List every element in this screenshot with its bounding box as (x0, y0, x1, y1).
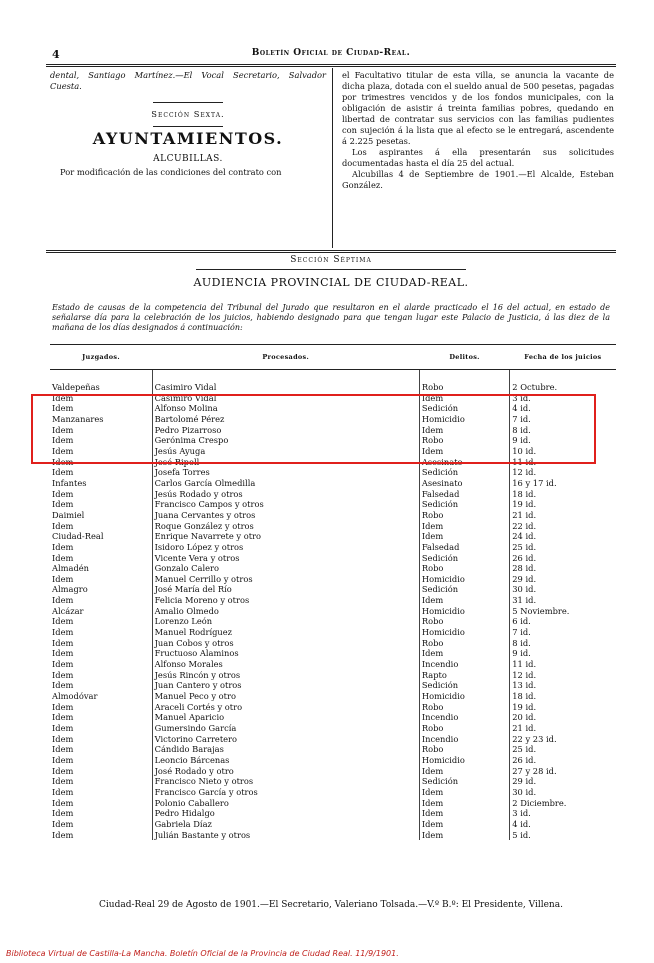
procesado-cell: Juan Cobos y otros (152, 638, 419, 649)
delito-cell: Incendio (419, 712, 509, 723)
table-row (50, 670, 616, 681)
page-header (46, 48, 616, 62)
fecha-cell: 13 id. (512, 680, 537, 691)
table-row (50, 744, 616, 755)
procesado-cell: Vicente Vera y otros (152, 553, 419, 564)
table-row (50, 467, 616, 478)
juzgado-cell: Idem (50, 638, 152, 649)
divider (153, 102, 223, 103)
fecha-cell: 11 id. (512, 456, 537, 467)
juzgado-cell: Valdepeñas (50, 382, 152, 393)
fecha-cell: 25 id. (512, 541, 537, 552)
column-header: Juzgados. (50, 345, 152, 370)
procesado-cell: Manuel Cerrillo y otros (152, 574, 419, 585)
procesado-cell: Gerónima Crespo (152, 435, 419, 446)
table-row (50, 382, 616, 393)
table-row (50, 680, 616, 691)
procesado-cell: Bartolomé Pérez (152, 414, 419, 425)
procesado-cell: Carlos García Olmedilla (152, 478, 419, 489)
juzgado-cell: Idem (50, 616, 152, 627)
juzgado-cell: Idem (50, 425, 152, 436)
table-row (50, 574, 616, 585)
left-column (50, 70, 326, 178)
delito-cell: Sedición (419, 680, 509, 691)
table-row (50, 830, 616, 841)
delito-cell: Homicidio (419, 574, 509, 585)
column-header: Procesados. (152, 345, 419, 370)
highlight-box (31, 394, 596, 464)
continuation-text: dental, Santiago Martínez.—El Vocal Secretario, Salvador Cuesta. (50, 70, 326, 91)
delito-cell: Homicidio (419, 627, 509, 638)
procesado-cell: Francisco García y otros (152, 787, 419, 798)
delito-cell: Idem (419, 595, 509, 606)
fecha-cell: 10 id. (512, 445, 537, 456)
table-row (50, 648, 616, 659)
table-row (50, 478, 616, 489)
procesado-cell: Roque González y otros (152, 521, 419, 532)
procesado-cell: Enrique Navarrete y otro (152, 531, 419, 542)
fecha-cell: 5 id. (512, 829, 531, 840)
delito-cell: Robo (419, 435, 509, 446)
fecha-cell: 9 id. (512, 435, 531, 446)
delito-cell: Sedición (419, 499, 509, 510)
intro-text: Estado de causas de la competencia del Tribunal del Jurado que resultaron en el alarde practicado el 16 del actual, en estado de señalarse día para la celebración de los juicios, habiendo designado para que tengan lugar este Palacio de Justicia, á las diez de la mañana de los días designados á continuación: (52, 303, 610, 332)
table-row (50, 638, 616, 649)
section-label: Sección Séptima (290, 255, 372, 265)
delito-cell: Sedición (419, 776, 509, 787)
procesado-cell: José Rodado y otro (152, 766, 419, 777)
procesado-cell: Gumersindo García (152, 723, 419, 734)
fecha-cell: 8 id. (512, 424, 531, 435)
delito-cell: Incendio (419, 734, 509, 745)
delito-cell: Rapto (419, 670, 509, 681)
announcement-text: Por modificación de las condiciones del contrato con (60, 167, 282, 177)
procesado-cell: Polonio Caballero (152, 798, 419, 809)
procesado-cell: Pedro Hidalgo (152, 808, 419, 819)
column-header: Delitos. (419, 345, 509, 370)
delito-cell: Falsedad (419, 489, 509, 500)
delito-cell: Robo (419, 638, 509, 649)
fecha-cell: 12 id. (512, 467, 537, 478)
fecha-cell: 30 id. (512, 584, 537, 595)
table-row (50, 606, 616, 617)
fecha-cell: 22 id. (512, 520, 537, 531)
procesado-cell: Jesús Ayuga (152, 446, 419, 457)
procesado-cell: José Ripoll (152, 457, 419, 468)
juzgado-cell: Idem (50, 457, 152, 468)
table-row (50, 798, 616, 809)
delito-cell: Sedición (419, 584, 509, 595)
juzgado-cell: Infantes (50, 478, 152, 489)
fecha-cell: 27 y 28 id. (512, 765, 557, 776)
procesado-cell: Manuel Rodríguez (152, 627, 419, 638)
procesado-cell: Victorino Carretero (152, 734, 419, 745)
fecha-cell: 22 y 23 id. (512, 733, 557, 744)
table-row (50, 808, 616, 819)
publication-title: Boletín Oficial de Ciudad-Real. (251, 48, 411, 58)
procesado-cell: Francisco Campos y otros (152, 499, 419, 510)
town-heading: ALCUBILLAS. (153, 154, 223, 164)
table-row (50, 787, 616, 798)
juzgado-cell: Idem (50, 798, 152, 809)
delito-cell: Idem (419, 446, 509, 457)
fecha-cell: 5 Noviembre. (512, 605, 570, 616)
table-row (50, 819, 616, 830)
fecha-cell: 7 id. (512, 413, 531, 424)
procesado-cell: Lorenzo León (152, 616, 419, 627)
juzgado-cell: Daimiel (50, 510, 152, 521)
procesado-cell: Casimiro Vidal (152, 393, 419, 404)
fecha-cell: 28 id. (512, 563, 537, 574)
juzgado-cell: Idem (50, 734, 152, 745)
procesado-cell: Juana Cervantes y otros (152, 510, 419, 521)
column-header: Fecha de los juicios (510, 345, 616, 370)
fecha-cell: 18 id. (512, 691, 537, 702)
table-row (50, 712, 616, 723)
procesado-cell: Manuel Peco y otro (152, 691, 419, 702)
fecha-cell: 2 Octubre. (512, 382, 558, 392)
juzgado-cell: Idem (50, 595, 152, 606)
juzgado-cell: Idem (50, 521, 152, 532)
delito-cell: Homicidio (419, 414, 509, 425)
juzgado-cell: Idem (50, 467, 152, 478)
juzgado-cell: Idem (50, 435, 152, 446)
delito-cell: Robo (419, 702, 509, 713)
table-row (50, 531, 616, 542)
section-rule (46, 250, 616, 253)
table-row (50, 776, 616, 787)
fecha-cell: 4 id. (512, 403, 531, 414)
juzgado-cell: Idem (50, 766, 152, 777)
announcement-signature: Alcubillas 4 de Septiembre de 1901.—El Alcalde, Esteban González. (342, 169, 614, 190)
delito-cell: Asesinato (419, 478, 509, 489)
delito-cell: Sedición (419, 467, 509, 478)
juzgado-cell: Almodóvar (50, 691, 152, 702)
juzgado-cell: Idem (50, 670, 152, 681)
procesado-cell: Jesús Rincón y otros (152, 670, 419, 681)
juzgado-cell: Idem (50, 553, 152, 564)
juzgado-cell: Idem (50, 393, 152, 404)
fecha-cell: 4 id. (512, 818, 531, 829)
juzgado-cell: Idem (50, 712, 152, 723)
juzgado-cell: Idem (50, 819, 152, 830)
juzgado-cell: Idem (50, 702, 152, 713)
table-row (50, 659, 616, 670)
juzgado-cell: Almagro (50, 584, 152, 595)
fecha-cell: 29 id. (512, 573, 537, 584)
juzgado-cell: Idem (50, 659, 152, 670)
fecha-cell: 26 id. (512, 552, 537, 563)
juzgado-cell: Idem (50, 808, 152, 819)
juzgado-cell: Almadén (50, 563, 152, 574)
procesado-cell: Gabriela Díaz (152, 819, 419, 830)
procesado-cell: Juan Cantero y otros (152, 680, 419, 691)
table-row (50, 723, 616, 734)
delito-cell: Robo (419, 510, 509, 521)
header-rule (46, 64, 616, 67)
delito-cell: Robo (419, 382, 509, 393)
table-row (50, 489, 616, 500)
procesado-cell: Alfonso Morales (152, 659, 419, 670)
procesado-cell: Casimiro Vidal (152, 382, 419, 393)
fecha-cell: 6 id. (512, 616, 531, 627)
fecha-cell: 19 id. (512, 701, 537, 712)
column-divider (332, 68, 333, 248)
fecha-cell: 21 id. (512, 509, 537, 520)
fecha-cell: 19 id. (512, 499, 537, 510)
delito-cell: Sedición (419, 403, 509, 414)
delito-cell: Falsedad (419, 542, 509, 553)
procesado-cell: Isidoro López y otros (152, 542, 419, 553)
fecha-cell: 20 id. (512, 712, 537, 723)
fecha-cell: 21 id. (512, 723, 537, 733)
announcement-text: Los aspirantes á ella presentarán sus solicitudes documentadas hasta el día 25 del actual. (342, 147, 614, 168)
juzgado-cell: Idem (50, 574, 152, 585)
delito-cell: Robo (419, 616, 509, 627)
audiencia-heading: AUDIENCIA PROVINCIAL DE CIUDAD-REAL. (193, 276, 469, 289)
fecha-cell: 18 id. (512, 488, 537, 499)
procesado-cell: José María del Río (152, 584, 419, 595)
procesado-cell: Jesús Rodado y otros (152, 489, 419, 500)
juzgado-cell: Idem (50, 648, 152, 659)
procesado-cell: Manuel Aparicio (152, 712, 419, 723)
fecha-cell: 16 y 17 id. (512, 477, 557, 488)
juzgado-cell: Ciudad-Real (50, 531, 152, 542)
delito-cell: Homicidio (419, 691, 509, 702)
procesado-cell: Cándido Barajas (152, 744, 419, 755)
delito-cell: Idem (419, 808, 509, 819)
juzgado-cell: Idem (50, 403, 152, 414)
fecha-cell: 3 id. (512, 808, 531, 819)
fecha-cell: 9 id. (512, 648, 531, 659)
delito-cell: Idem (419, 787, 509, 798)
divider (153, 126, 223, 127)
table-row (50, 755, 616, 766)
table-row (50, 521, 616, 532)
fecha-cell: 25 id. (512, 744, 537, 755)
juzgado-cell: Idem (50, 744, 152, 755)
procesado-cell: Leoncio Bárcenas (152, 755, 419, 766)
delito-cell: Robo (419, 563, 509, 574)
delito-cell: Idem (419, 766, 509, 777)
delito-cell: Sedición (419, 553, 509, 564)
fecha-cell: 29 id. (512, 776, 537, 787)
juzgado-cell: Idem (50, 542, 152, 553)
announcement-text: el Facultativo titular de esta villa, se anuncia la vacante de dicha plaza, dotada con el sueldo anual de 500 pesetas, pagadas por trimestres vencidos y de los fondos municipales, con la obligación de asistir á treinta familias pobres, quedando en libertad de contratar sus servicios con las familias pudientes con sujeción á la lista que al efecto se le entregará, ascendente á 2.225 pesetas. (342, 70, 614, 146)
juzgado-cell: Idem (50, 830, 152, 841)
delito-cell: Idem (419, 393, 509, 404)
delito-cell: Asesinato (419, 457, 509, 468)
fecha-cell: 3 id. (512, 392, 531, 403)
page-number: 4 (52, 48, 60, 61)
delito-cell: Homicidio (419, 606, 509, 617)
table-spacer (50, 370, 616, 383)
section-label: Sección Sexta. (151, 109, 225, 119)
fecha-cell: 12 id. (512, 669, 537, 680)
right-column (342, 70, 614, 191)
table-row (50, 616, 616, 627)
fecha-cell: 7 id. (512, 627, 531, 638)
table-row (50, 499, 616, 510)
fecha-cell: 2 Diciembre. (512, 797, 567, 808)
juzgado-cell: Idem (50, 680, 152, 691)
table-row (50, 595, 616, 606)
table-row (50, 691, 616, 702)
juzgado-cell: Idem (50, 499, 152, 510)
procesado-cell: Alfonso Molina (152, 403, 419, 414)
delito-cell: Homicidio (419, 755, 509, 766)
procesado-cell: Fructuoso Alaminos (152, 648, 419, 659)
juzgado-cell: Manzanares (50, 414, 152, 425)
juzgado-cell: Idem (50, 627, 152, 638)
juzgado-cell: Idem (50, 489, 152, 500)
fecha-cell: 11 id. (512, 659, 537, 670)
juzgado-cell: Alcázar (50, 606, 152, 617)
section-heading: AYUNTAMIENTOS. (92, 129, 284, 148)
procesado-cell: Josefa Torres (152, 467, 419, 478)
delito-cell: Idem (419, 819, 509, 830)
table-row (50, 510, 616, 521)
delito-cell: Robo (419, 723, 509, 734)
delito-cell: Idem (419, 798, 509, 809)
fecha-cell: 30 id. (512, 786, 537, 797)
juzgado-cell: Idem (50, 787, 152, 798)
delito-cell: Idem (419, 521, 509, 532)
table-row (50, 553, 616, 564)
juzgado-cell: Idem (50, 755, 152, 766)
delito-cell: Robo (419, 744, 509, 755)
procesado-cell: Francisco Nieto y otros (152, 776, 419, 787)
delito-cell: Idem (419, 648, 509, 659)
table-row (50, 734, 616, 745)
fecha-cell: 31 id. (512, 595, 537, 606)
fecha-cell: 24 id. (512, 531, 537, 542)
juzgado-cell: Idem (50, 776, 152, 787)
table-row (50, 584, 616, 595)
delito-cell: Idem (419, 830, 509, 841)
divider (196, 269, 466, 270)
fecha-cell: 8 id. (512, 637, 531, 648)
table-row (50, 702, 616, 713)
signature-line: Ciudad-Real 29 de Agosto de 1901.—El Secretario, Valeriano Tolsada.—V.º B.º: El Presidente, Villena. (99, 900, 563, 910)
procesado-cell: Julián Bastante y otros (152, 830, 419, 841)
table-row (50, 766, 616, 777)
procesado-cell: Gonzalo Calero (152, 563, 419, 574)
procesado-cell: Araceli Cortés y otro (152, 702, 419, 713)
procesado-cell: Amalio Olmedo (152, 606, 419, 617)
delito-cell: Idem (419, 531, 509, 542)
procesado-cell: Felicia Moreno y otros (152, 595, 419, 606)
table-row (50, 542, 616, 553)
delito-cell: Incendio (419, 659, 509, 670)
table-row (50, 627, 616, 638)
juzgado-cell: Idem (50, 446, 152, 457)
table-row (50, 563, 616, 574)
fecha-cell: 26 id. (512, 754, 537, 765)
table-header-row (50, 345, 616, 370)
procesado-cell: Pedro Pizarroso (152, 425, 419, 436)
juzgado-cell: Idem (50, 723, 152, 734)
delito-cell: Idem (419, 425, 509, 436)
footer-citation: Biblioteca Virtual de Castilla-La Mancha. Boletín Oficial de la Provincia de Ciudad Real. 11/9/1901. (6, 949, 399, 958)
